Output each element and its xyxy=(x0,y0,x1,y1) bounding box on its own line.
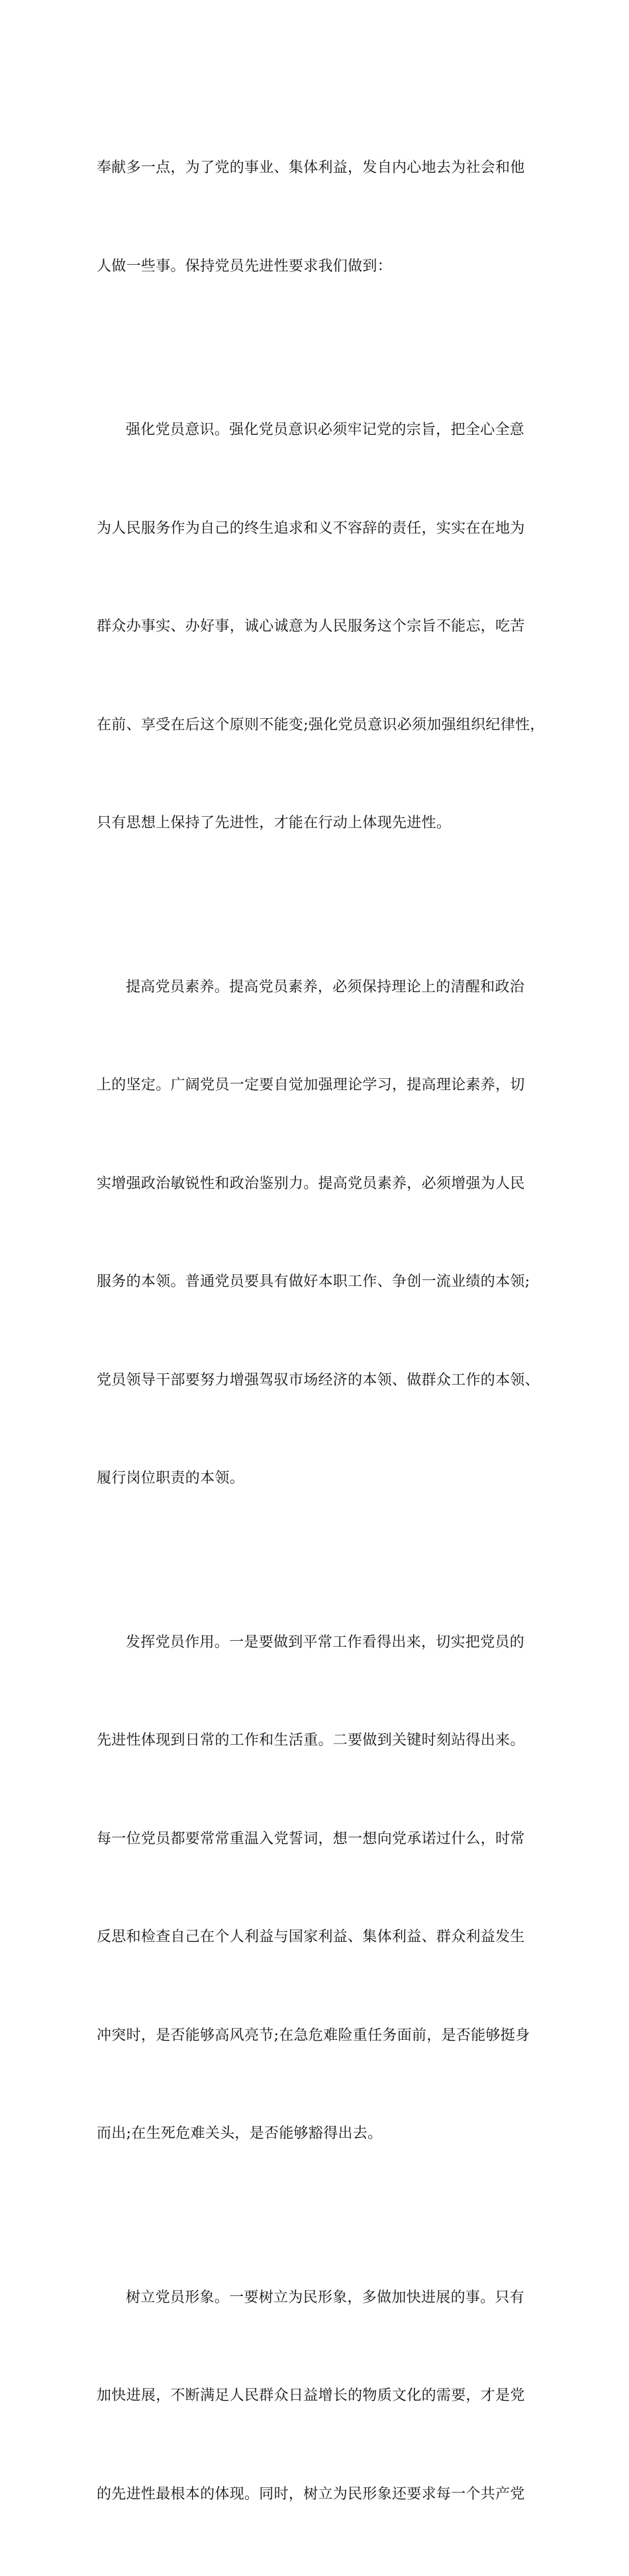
text-line: 履行岗位职责的本领。 xyxy=(97,1462,547,1495)
text-line: 而出;在生死危难关头，是否能够豁得出去。 xyxy=(97,2117,547,2150)
text-line: 的先进性最根本的体现。同时，树立为民形象还要求每一个共产党 xyxy=(97,2478,547,2511)
text-line: 人做一些事。保持党员先进性要求我们做到： xyxy=(97,250,547,283)
text-line: 提高党员素养。提高党员素养，必须保持理论上的清醒和政治 xyxy=(97,971,547,1004)
paragraph-2 xyxy=(97,348,547,905)
text-line: 强化党员意识。强化党员意识必须牢记党的宗旨，把全心全意 xyxy=(97,414,547,447)
text-line: 群众办事实、办好事，诚心诚意为人民服务这个宗旨不能忘，吃苦 xyxy=(97,610,547,643)
text-line: 反思和检查自己在个人利益与国家利益、集体利益、群众利益发生 xyxy=(97,1921,547,1954)
text-line: 党员领导干部要努力增强驾驭市场经济的本领、做群众工作的本领、 xyxy=(97,1364,547,1397)
text-line: 先进性体现到日常的工作和生活重。二要做到关键时刻站得出来。 xyxy=(97,1724,547,1757)
paragraph-4 xyxy=(97,1561,547,2216)
text-line: 上的坚定。广阔党员一定要自觉加强理论学习，提高理论素养，切 xyxy=(97,1069,547,1102)
document-page xyxy=(0,0,629,890)
text-line: 只有思想上保持了先进性，才能在行动上体现先进性。 xyxy=(97,807,547,840)
paragraph-3 xyxy=(97,905,547,1561)
text-line: 在前、享受在后这个原则不能变;强化党员意识必须加强组织纪律性， xyxy=(97,709,547,742)
text-line: 服务的本领。普通党员要具有做好本职工作、争创一流业绩的本领; xyxy=(97,1265,547,1299)
text-line: 为人民服务作为自己的终生追求和义不容辞的责任，实实在在地为 xyxy=(97,512,547,545)
text-line: 树立党员形象。一要树立为民形象，多做加快进展的事。只有 xyxy=(97,2281,547,2315)
paragraph-5 xyxy=(97,2216,547,2576)
text-line: 发挥党员作用。一是要做到平常工作看得出来，切实把党员的 xyxy=(97,1626,547,1659)
text-line: 实增强政治敏锐性和政治鉴别力。提高党员素养，必须增强为人民 xyxy=(97,1168,547,1201)
text-line: 奉献多一点，为了党的事业、集体利益，发自内心地去为社会和他 xyxy=(97,152,547,185)
document-body xyxy=(97,86,547,2576)
paragraph-1 xyxy=(97,86,547,348)
text-line: 每一位党员都要常常重温入党誓词，想一想向党承诺过什么，时常 xyxy=(97,1823,547,1856)
text-line: 冲突时，是否能够高风亮节;在急危难险重任务面前，是否能够挺身 xyxy=(97,2019,547,2052)
text-line: 加快进展，不断满足人民群众日益增长的物质文化的需要，才是党 xyxy=(97,2379,547,2413)
